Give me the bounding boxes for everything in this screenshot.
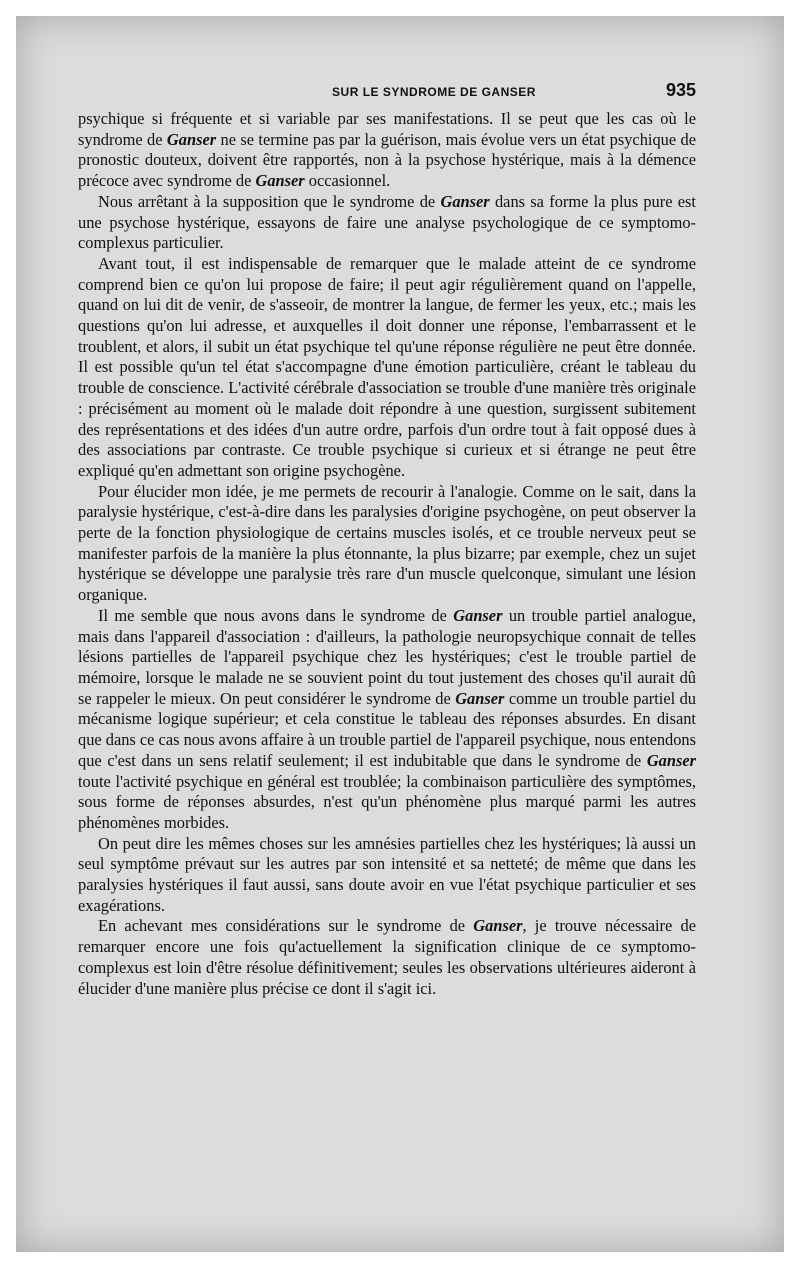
text-run: ne se termine pas par la guérison, mais évolue vers un état psychique de pronostic douteux, doivent être rapportés, non à la psychose hystérique, mais à la démence précoce avec syndrome de (78, 129, 696, 191)
text-run: Avant tout, il est indispensable de remarquer que le malade atteint de ce syndrome comprend bien ce qu'on lui propose de faire; il peut agir régulièrement quand on l'appelle, quand on lui dit de venir, de s'asseoir, de montrer la langue, de fermer les yeux, etc.; mais les questions qu'on lui adresse, et auxquelles il doit donner une réponse, l'embarrassent et le troublent, et alors, il subit un état psychique tel qu'une réponse régulière ne peut être donnée. Il est possible qu'un tel état s'accompagne d'une émotion particulière, créant le tableau du trouble de conscience. L'activité cérébrale d'association se trouble d'une manière très originale : précisément au moment où le malade doit répondre à une question, surgissent subitement des représentations et des idées d'un autre ordre, parfois d'un ordre tout à fait opposé dues à des associations par contraste. Ce trouble psychique si curieux et si étrange ne peut être expliqué qu'en admettant son origine psychogène. (78, 253, 696, 480)
italic-name: Ganser (440, 191, 490, 211)
text-run: un trouble partiel analogue, mais dans l'appareil d'association : d'ailleurs, la pathologie neuropsychique connait de telles lésions partielles de l'appareil psychique chez les hystériques; c'est le trouble partiel de mémoire, lorsque le malade ne se souvient point du tout justement des choses qu'il aurait dû se rappeler le mieux. On peut considérer le syndrome de (78, 605, 696, 708)
paragraph (78, 916, 696, 999)
text-run: Nous arrêtant à la supposition que le syndrome de (98, 191, 441, 211)
text-run: dans sa forme la plus pure est une psychose hystérique, essayons de faire une analyse psychologique de ce symptomo-complexus particulier. (78, 191, 696, 253)
text-run: On peut dire les mêmes choses sur les amnésies partielles chez les hystériques; là aussi un seul symptôme prévaut sur les autres par son intensité et sa netteté; de même que dans les paralysies hystériques il faut aussi, sans doute avoir en vue l'état psychique particulier et ses exagérations. (78, 833, 696, 915)
page-number: 935 (665, 80, 696, 100)
italic-name: Ganser (453, 605, 503, 625)
text-run: Pour élucider mon idée, je me permets de recourir à l'analogie. Comme on le sait, dans la paralysie hystérique, c'est-à-dire dans les paralysies d'origine psychogène, on peut observer la perte de la fonction physiologique de certains muscles isolés, et ce trouble nerveux peut se manifester parfois de la manière la plus étonnante, la plus bizarre; par exemple, chez un sujet hystérique se développe une paralysie très rare d'un muscle quelconque, simulant une lésion organique. (78, 481, 696, 605)
paragraph (78, 192, 696, 254)
text-run: Il me semble que nous avons dans le syndrome de (98, 605, 454, 625)
paragraph (78, 482, 696, 606)
text-run: occasionnel. (304, 171, 391, 191)
text-run: En achevant mes considérations sur le syndrome de (98, 916, 474, 936)
italic-name: Ganser (166, 129, 217, 149)
italic-name: Ganser (646, 750, 696, 770)
page-header (82, 80, 696, 101)
paragraph (78, 834, 696, 917)
text-run: toute l'activité psychique en général est troublée; la combinaison particulière des symptômes, sous forme de réponses absurdes, n'est qu'un phénomène plus marqué parmi les autres phénomènes morbides. (78, 771, 696, 832)
body-text (78, 109, 696, 999)
italic-name: Ganser (255, 171, 305, 191)
paragraph (78, 606, 696, 834)
text-run: , je trouve nécessaire de remarquer encore une fois qu'actuellement la signification clinique de ce symptomo-complexus est loin d'être résolue définitivement; seules les observations ultérieures aideront à élucider d'une manière plus précise ce dont il s'agit ici. (78, 916, 696, 998)
running-title: SUR LE SYNDROME DE GANSER (332, 85, 536, 99)
italic-name: Ganser (455, 688, 505, 708)
paragraph (78, 109, 696, 192)
paragraph (78, 254, 696, 482)
italic-name: Ganser (473, 916, 523, 936)
text-run: psychique si fréquente et si variable par ses manifestations. Il se peut que les cas où le syndrome de (78, 109, 696, 149)
text-run: comme un trouble partiel du mécanisme logique supérieur; et cela constitue le tableau des réponses absurdes. En disant que dans ce cas nous avons affaire à un trouble partiel de l'appareil psychique, nous entendons que c'est dans un sens relatif seulement; il est indubitable que dans le syndrome de (78, 688, 697, 770)
